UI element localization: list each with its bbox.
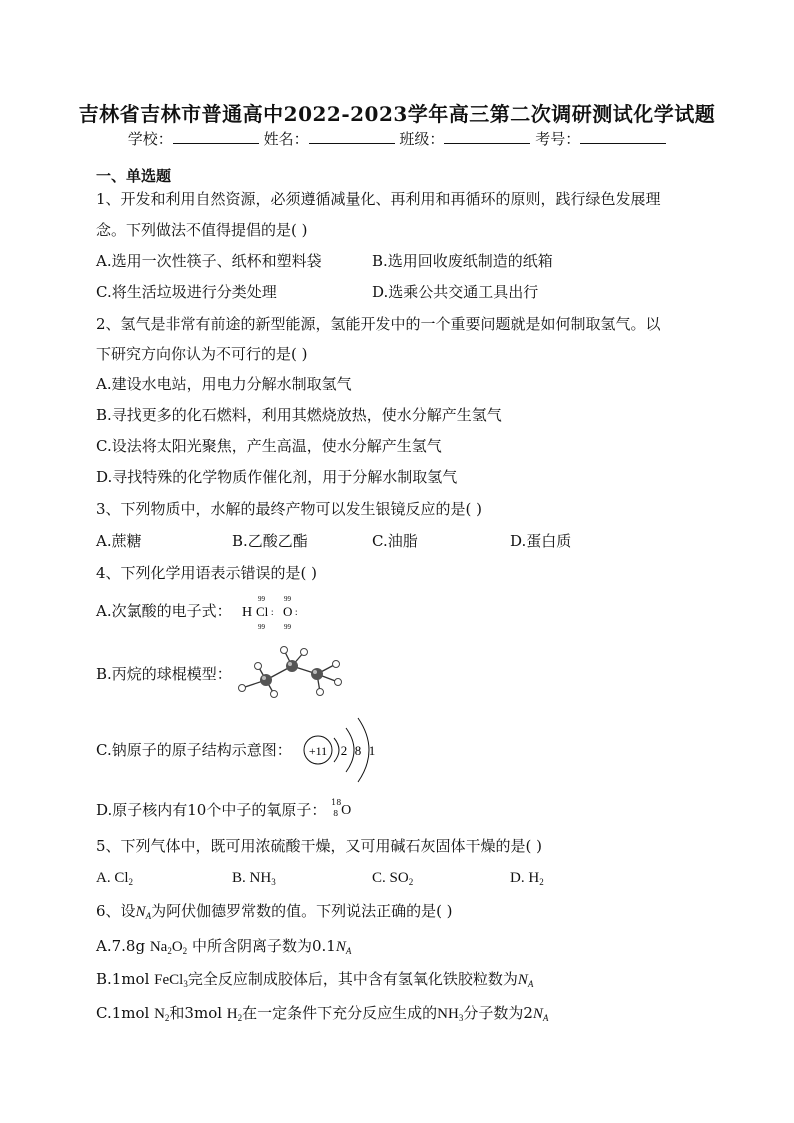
q6-option-b xyxy=(96,969,533,994)
name-label: 姓名： xyxy=(263,130,309,148)
q4-option-a xyxy=(96,601,232,621)
hclo-lewis-structure-image xyxy=(236,592,316,632)
q5-a-prefix: A. xyxy=(96,870,115,886)
q5-c-subscript: 2 xyxy=(408,877,414,887)
q6-b-pre: B.1mol xyxy=(96,970,155,988)
na2o2-formula: $Na_2O_2$ xyxy=(149,939,188,956)
q1-option-a: A.选用一次性筷子、纸杯和塑料袋 xyxy=(96,252,322,270)
avogadro-symbol: $N_A$ xyxy=(135,904,152,921)
q5-c-prefix: C. xyxy=(372,870,390,886)
q6-a-pre: A.7.8g xyxy=(96,937,150,955)
q4-option-d xyxy=(96,798,352,820)
q4-option-c-label: C.钠原子的原子结构示意图： xyxy=(96,741,292,759)
q6-option-c xyxy=(96,1003,548,1028)
exam-title: 吉林省吉林市普通高中2022-2023学年高三第二次调研测试化学试题 xyxy=(78,102,716,126)
sodium-atom-structure-image xyxy=(300,712,384,788)
q5-d-prefix: D. xyxy=(510,870,529,886)
class-label: 班级： xyxy=(399,130,445,148)
q5-c-formula: SO xyxy=(389,870,409,886)
isotope-mass-number: 18 xyxy=(331,798,342,807)
nh3-formula: $NH_3$ xyxy=(437,1006,464,1023)
q2-option-b: B.寻找更多的化石燃料，利用其燃烧放热，使水分解产生氢气 xyxy=(96,406,502,424)
q5-stem: 5、下列气体中，既可用浓硫酸干燥，又可用碱石灰固体干燥的是( ) xyxy=(96,837,543,855)
q5-option-d xyxy=(510,868,544,892)
q6-c-pre: C.1mol xyxy=(96,1004,155,1022)
q4-option-b xyxy=(96,664,232,684)
h2-formula: $H_2$ xyxy=(226,1006,243,1023)
q5-a-subscript: 2 xyxy=(128,877,134,887)
q3-stem: 3、下列物质中，水解的最终产物可以发生银镜反应的是( ) xyxy=(96,500,483,518)
isotope-atomic-number: 8 xyxy=(333,809,339,818)
school-label: 学校： xyxy=(127,130,173,148)
exam-no-label: 考号： xyxy=(535,130,581,148)
q4-option-a-label: A.次氯酸的电子式： xyxy=(96,602,232,620)
q6-option-a xyxy=(96,936,351,961)
avogadro-symbol: $N_A$ xyxy=(517,972,534,989)
q6-b-mid: 完全反应制成胶体后，其中含有氢氧化铁胶粒数为 xyxy=(187,970,518,988)
exam-no-blank[interactable] xyxy=(580,129,666,144)
q5-option-b xyxy=(232,868,276,892)
school-blank[interactable] xyxy=(173,129,259,144)
carbon-atom xyxy=(260,674,272,686)
q6-a-mid: 中所含阴离子数为0.1 xyxy=(191,937,336,955)
q5-option-a xyxy=(96,868,133,892)
name-blank[interactable] xyxy=(309,129,395,144)
q2-option-a: A.建设水电站，用电力分解水制取氢气 xyxy=(96,375,352,393)
svg-text:99: 99 xyxy=(258,623,265,631)
q4-option-d-label: D.原子核内有10个中子的氧原子： xyxy=(96,801,327,819)
svg-text::: : xyxy=(271,607,274,617)
q5-d-formula: H xyxy=(528,870,540,886)
q1-option-c: C.将生活垃圾进行分类处理 xyxy=(96,283,277,301)
class-blank[interactable] xyxy=(444,129,530,144)
q1-option-b: B.选用回收废纸制造的纸箱 xyxy=(372,252,553,270)
nucleus-charge: +11 xyxy=(308,744,328,758)
q3-option-a: A.蔗糖 xyxy=(96,532,142,550)
q5-b-formula: NH xyxy=(249,870,272,886)
lewis-h: H xyxy=(242,605,253,620)
carbon-atom xyxy=(286,660,298,672)
q4-stem: 4、下列化学用语表示错误的是( ) xyxy=(96,564,318,582)
svg-text:99: 99 xyxy=(284,623,291,631)
student-info-line xyxy=(0,128,794,149)
q6-stem-pre: 6、设 xyxy=(96,902,136,920)
q4-option-c xyxy=(96,740,292,760)
carbon-atom xyxy=(311,668,323,680)
q5-b-subscript: 3 xyxy=(271,877,276,887)
q2-option-d: D.寻找特殊的化学物质作催化剂，用于分解水制取氢气 xyxy=(96,468,458,486)
q5-d-subscript: 2 xyxy=(539,877,544,887)
q6-c-mid1: 和3mol xyxy=(169,1004,227,1022)
q6-c-mid2: 在一定条件下充分反应生成的 xyxy=(242,1004,438,1022)
svg-text:99: 99 xyxy=(284,595,291,603)
q2-stem-line2: 下研究方向你认为不可行的是( ) xyxy=(96,345,308,363)
section-title: 一、单选题 xyxy=(96,167,172,185)
fecl3-formula: FeCl$_3$ xyxy=(154,972,188,989)
avogadro-symbol: $N_A$ xyxy=(532,1006,549,1023)
isotope-symbol: O xyxy=(341,803,352,818)
q5-option-c xyxy=(372,868,413,892)
oxygen-isotope-notation xyxy=(331,798,352,820)
svg-text::: : xyxy=(295,607,298,617)
shell-1-electrons: 2 xyxy=(340,743,348,758)
q1-stem-line2: 念。下列做法不值得提倡的是( ) xyxy=(96,221,308,239)
q3-option-c: C.油脂 xyxy=(372,532,418,550)
q6-c-mid3: 分子数为2 xyxy=(463,1004,533,1022)
svg-text:99: 99 xyxy=(258,595,265,603)
q4-option-b-label: B.丙烷的球棍模型： xyxy=(96,665,232,683)
q1-option-d: D.选乘公共交通工具出行 xyxy=(372,283,539,301)
q3-option-d: D.蛋白质 xyxy=(510,532,572,550)
shell-2-electrons: 8 xyxy=(354,743,362,758)
n2-formula: $N_2$ xyxy=(154,1006,170,1023)
q6-stem-post: 为阿伏伽德罗常数的值。下列说法正确的是( ) xyxy=(151,902,453,920)
propane-ball-stick-model-image xyxy=(236,642,346,698)
q6-stem xyxy=(96,901,453,926)
lewis-cl: Cl xyxy=(256,604,269,619)
lewis-o: O xyxy=(283,604,293,619)
q1-stem-line1: 1、开发和利用自然资源，必须遵循减量化、再利用和再循环的原则，践行绿色发展理 xyxy=(96,190,661,208)
q5-a-formula: Cl xyxy=(114,870,129,886)
q2-option-c: C.设法将太阳光聚焦，产生高温，使水分解产生氢气 xyxy=(96,437,442,455)
shell-3-electrons: 1 xyxy=(368,743,376,758)
q3-option-b: B.乙酸乙酯 xyxy=(232,532,308,550)
q5-b-prefix: B. xyxy=(232,870,250,886)
avogadro-symbol: $N_A$ xyxy=(335,939,352,956)
q2-stem-line1: 2、氢气是非常有前途的新型能源，氢能开发中的一个重要问题就是如何制取氢气。以 xyxy=(96,315,661,333)
